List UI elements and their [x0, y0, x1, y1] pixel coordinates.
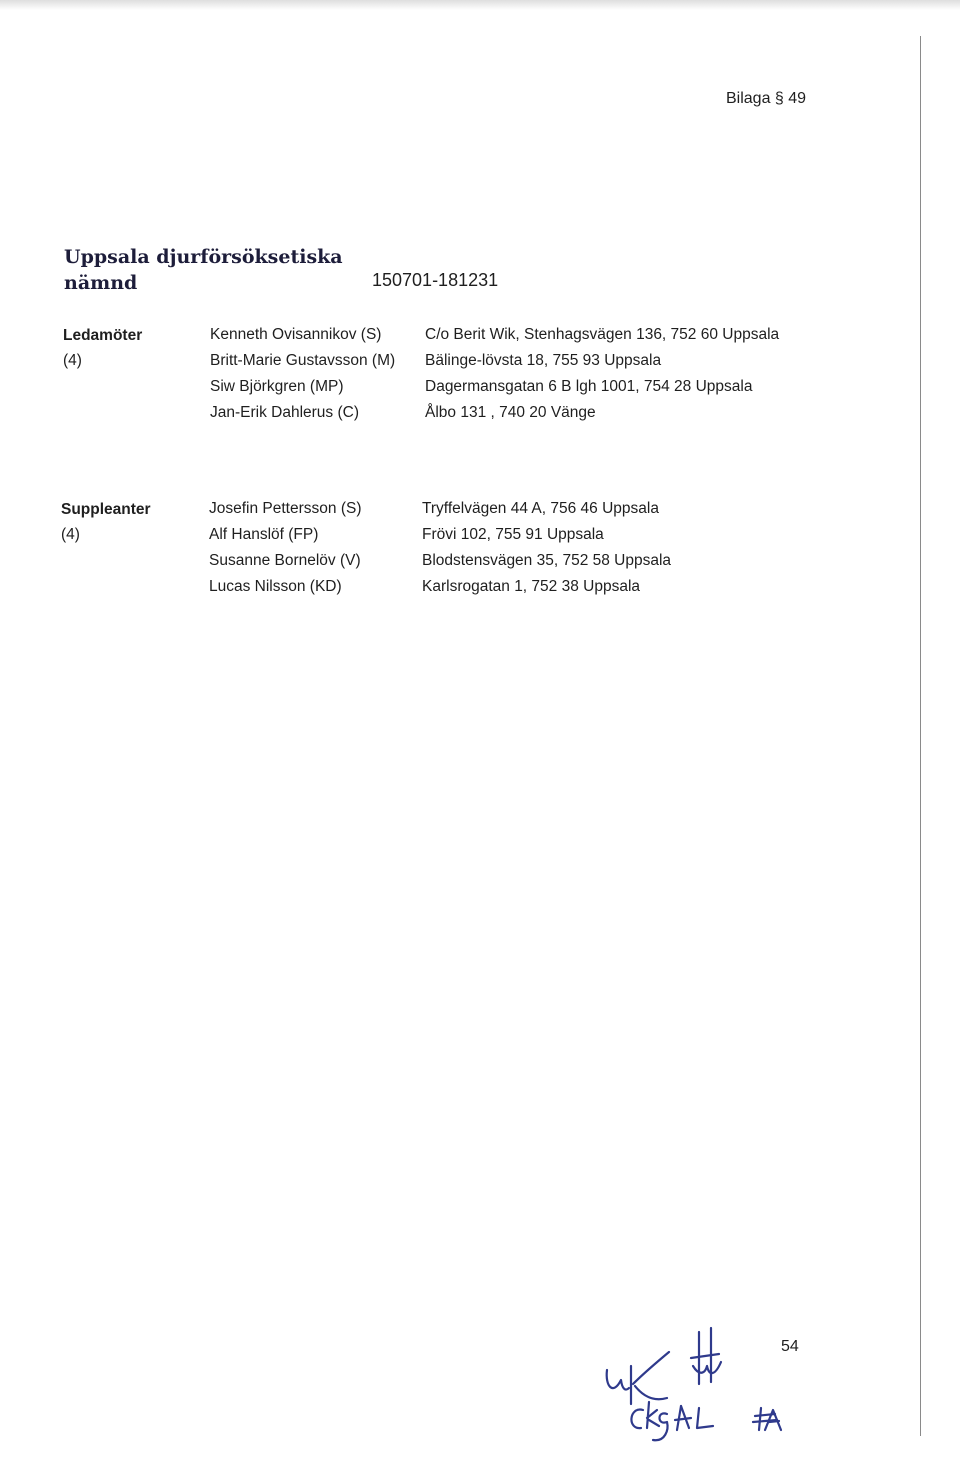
- substitutes-names: [209, 496, 361, 600]
- page-number: 54: [781, 1338, 799, 1355]
- organization-title-line-2: nämnd: [64, 272, 138, 294]
- substitute-address: Blodstensvägen 35, 752 58 Uppsala: [422, 552, 672, 569]
- substitute-name: Lucas Nilsson (KD): [209, 578, 342, 595]
- organization-title: [64, 244, 344, 296]
- member-address: Ålbo 131 , 740 20 Vänge: [425, 404, 596, 421]
- member-name: Kenneth Ovisannikov (S): [210, 326, 382, 343]
- substitutes-count: (4): [61, 526, 80, 543]
- substitute-address: Karlsrogatan 1, 752 38 Uppsala: [422, 578, 641, 595]
- substitutes-addresses: [422, 496, 671, 600]
- substitutes-heading: Suppleanter: [61, 501, 151, 518]
- substitute-address: Tryffelvägen 44 A, 756 46 Uppsala: [422, 500, 659, 517]
- member-address: Bälinge-lövsta 18, 755 93 Uppsala: [425, 352, 662, 369]
- substitute-name: Alf Hanslöf (FP): [209, 526, 319, 543]
- substitute-name: Susanne Bornelöv (V): [209, 552, 361, 569]
- members-label: [63, 323, 142, 373]
- members-names: [210, 322, 395, 426]
- attachment-reference: Bilaga § 49: [726, 90, 807, 107]
- members-count: (4): [63, 352, 82, 369]
- member-name: Siw Björkgren (MP): [210, 378, 344, 395]
- organization-title-line-1: Uppsala djurförsöksetiska: [64, 246, 343, 268]
- substitute-address: Frövi 102, 755 91 Uppsala: [422, 526, 604, 543]
- members-addresses: [425, 322, 779, 426]
- substitute-name: Josefin Pettersson (S): [209, 500, 362, 517]
- initials-signature-icon: [595, 1318, 805, 1448]
- member-address: C/o Berit Wik, Stenhagsvägen 136, 752 60 Uppsala: [425, 326, 780, 343]
- member-address: Dagermansgatan 6 B lgh 1001, 754 28 Uppsala: [425, 378, 753, 395]
- member-name: Jan-Erik Dahlerus (C): [210, 404, 360, 421]
- members-heading: Ledamöter: [63, 327, 143, 344]
- handwritten-initials: [595, 1318, 805, 1448]
- member-name: Britt-Marie Gustavsson (M): [210, 352, 396, 369]
- scan-top-shadow: [0, 0, 960, 10]
- substitutes-label: [61, 497, 151, 547]
- page-edge-rule: [920, 36, 921, 1436]
- document-number: 150701-181231: [372, 270, 499, 290]
